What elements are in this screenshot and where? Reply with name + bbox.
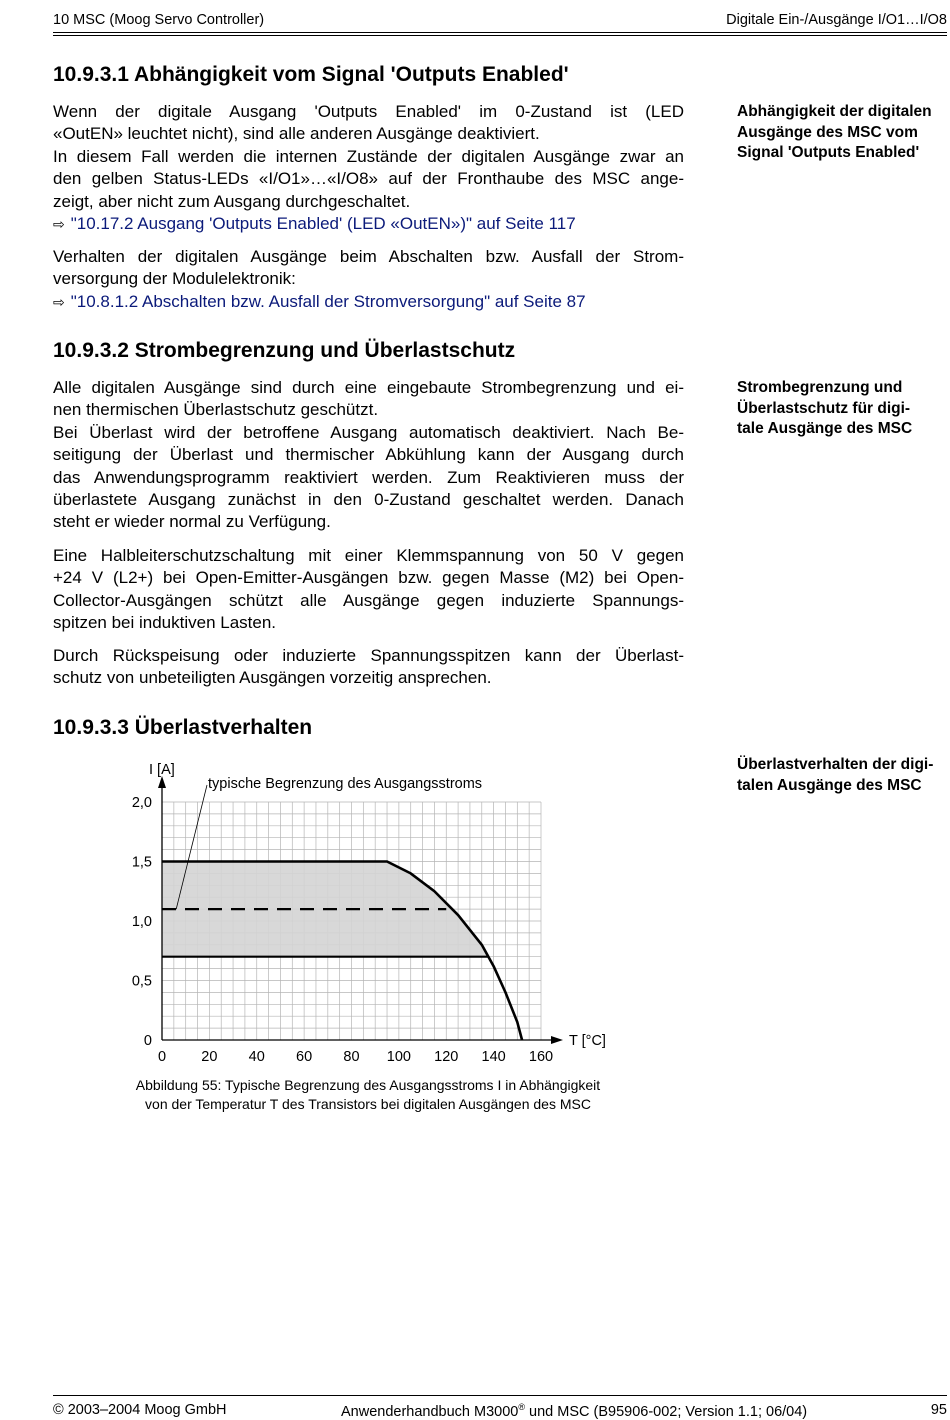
section-title-outputs-enabled: 10.9.3.1 Abhängigkeit vom Signal 'Outputs Enabled' — [53, 63, 569, 86]
paragraph-clamp-circuit — [53, 545, 684, 635]
y-tick-label: 2,0 — [131, 795, 152, 811]
text-line: schutz von unbeteiligten Ausgängen vorzeitig ansprechen. — [53, 668, 492, 688]
footer-rule — [53, 1395, 947, 1396]
text-line: Durch Rückspeisung oder induzierte Spannungsspitzen kann der Überlast- — [53, 646, 684, 665]
section-title-overload-behaviour: 10.9.3.3 Überlastverhalten — [53, 716, 313, 739]
text-line: zeigt, aber nicht zum Ausgang durchgeschaltet. — [53, 191, 411, 211]
text-line: Bei Überlast wird der betroffene Ausgang automatisch deaktiviert. Nach Be- — [53, 422, 684, 442]
footer-manual-title — [341, 1402, 807, 1420]
page-footer — [53, 1395, 947, 1419]
cross-reference-link[interactable] — [53, 291, 684, 313]
x-tick-label: 0 — [157, 1049, 167, 1065]
caption-line: von der Temperatur T des Transistors bei digitalen Ausgängen des MSC — [145, 1095, 591, 1112]
y-tick-label: 1,5 — [131, 854, 152, 871]
paragraph-overload-protection — [53, 377, 684, 534]
text-line: Alle digitalen Ausgänge sind durch eine eingebaute Strombegrenzung und ei- — [53, 378, 684, 397]
margin-note-line: tale Ausgänge des MSC — [737, 420, 913, 437]
x-tick-label: 120 — [434, 1049, 459, 1065]
cross-reference-link[interactable] — [53, 213, 684, 235]
section-title-current-limit: 10.9.3.2 Strombegrenzung und Überlastschutz — [53, 339, 516, 362]
text-line: Collector-Ausgängen schützt alle Ausgänge gegen induzierte Spannungs- — [53, 590, 684, 610]
chart-svg — [100, 755, 640, 1075]
margin-note-line: Überlastschutz für digi- — [737, 399, 911, 417]
x-axis-arrow — [551, 1036, 563, 1044]
arrow-right-icon: ⇨ — [53, 293, 65, 310]
xref-text: "10.8.1.2 Abschalten bzw. Ausfall der Stromversorgung" auf Seite 87 — [70, 291, 586, 311]
x-tick-label: 160 — [528, 1049, 554, 1065]
text-line: nen thermischen Überlastschutz geschützt. — [53, 400, 379, 420]
text-line: Eine Halbleiterschutzschaltung mit einer Klemmspannung von 50 V gegen — [53, 546, 684, 565]
text-line: seitigung der Überlast und thermischer Abkühlung kann der Ausgang durch — [53, 445, 684, 465]
y-tick-label: 0,5 — [131, 973, 152, 990]
text-line: +24 V (L2+) bei Open-Emitter-Ausgängen bzw. gegen Masse (M2) bei Open- — [53, 568, 684, 588]
x-tick-label: 60 — [296, 1049, 313, 1065]
caption-line: Abbildung 55: Typische Begrenzung des Ausgangsstroms I in Abhängigkeit — [135, 1077, 601, 1093]
y-tick-label: 0 — [143, 1033, 152, 1049]
text-line: Wenn der digitale Ausgang 'Outputs Enabled' im 0-Zustand ist (LED — [53, 102, 684, 121]
text-line: steht er wieder normal zu Verfügung. — [53, 512, 331, 532]
y-tick-label: 1,0 — [131, 914, 152, 930]
figure-caption — [95, 1076, 641, 1113]
y-axis-label: I [A] — [149, 762, 175, 778]
paragraph-power-off — [53, 246, 684, 313]
header-section: Digitale Ein-/Ausgänge I/O1…I/O8 — [726, 12, 947, 28]
header-rule-double — [53, 35, 947, 36]
registered-mark: ® — [518, 1402, 525, 1412]
text-line: «OutEN» leuchtet nicht), sind alle anderen Ausgänge deaktiviert. — [53, 124, 540, 144]
paragraph-outputs-enabled — [53, 101, 684, 235]
x-tick-label: 100 — [386, 1049, 411, 1065]
x-tick-label: 80 — [343, 1049, 360, 1065]
margin-note-line: Überlastverhalten der digi- — [737, 756, 934, 773]
arrow-right-icon: ⇨ — [53, 216, 65, 233]
margin-note-current-limit — [737, 378, 949, 440]
current-limit-chart — [100, 755, 640, 1075]
text-line: überlastete Ausgang zunächst in den 0-Zustand geschaltet werden. Danach — [53, 490, 684, 510]
text-line: das Anwendungsprogramm reaktiviert werden. Zum Reaktivieren muss der — [53, 467, 684, 487]
header-chapter: 10 MSC (Moog Servo Controller) — [53, 12, 265, 28]
text-line: In diesem Fall werden die internen Zustände der digitalen Ausgänge zwar an — [53, 146, 684, 166]
annotation-label: typische Begrenzung des Ausgangsstroms — [208, 776, 483, 792]
margin-note-line: Abhängigkeit der digitalen — [737, 103, 932, 120]
footer-copyright: © 2003–2004 Moog GmbH — [53, 1402, 227, 1418]
margin-note-overload-behaviour — [737, 755, 949, 796]
text-line: Verhalten der digitalen Ausgänge beim Abschalten bzw. Ausfall der Strom- — [53, 247, 684, 266]
x-axis-label: T [°C] — [569, 1033, 606, 1049]
text-line: den gelben Status-LEDs «I/O1»…«I/O8» auf der Fronthaube des MSC ange- — [53, 169, 684, 189]
paragraph-backfeed — [53, 645, 684, 690]
text-line: spitzen bei induktiven Lasten. — [53, 613, 277, 633]
header-rule — [53, 32, 947, 33]
footer-manual-name: Anwenderhandbuch M3000 — [341, 1403, 519, 1420]
text-line: versorgung der Modulelektronik: — [53, 269, 296, 289]
footer-manual-version: und MSC (B95906-002; Version 1.1; 06/04) — [525, 1403, 808, 1420]
margin-note-line: Signal 'Outputs Enabled' — [737, 144, 920, 161]
x-tick-label: 20 — [201, 1049, 218, 1065]
x-tick-label: 140 — [481, 1049, 506, 1065]
xref-text: "10.17.2 Ausgang 'Outputs Enabled' (LED «OutEN»)" auf Seite 117 — [70, 214, 576, 234]
margin-note-line: Strombegrenzung und — [737, 379, 903, 396]
margin-note-outputs-enabled — [737, 102, 949, 164]
x-tick-label: 40 — [248, 1049, 265, 1065]
margin-note-line: Ausgänge des MSC vom — [737, 123, 918, 141]
footer-page-number: 95 — [930, 1402, 947, 1418]
margin-note-line: talen Ausgänge des MSC — [737, 776, 922, 794]
page-header — [53, 0, 947, 36]
